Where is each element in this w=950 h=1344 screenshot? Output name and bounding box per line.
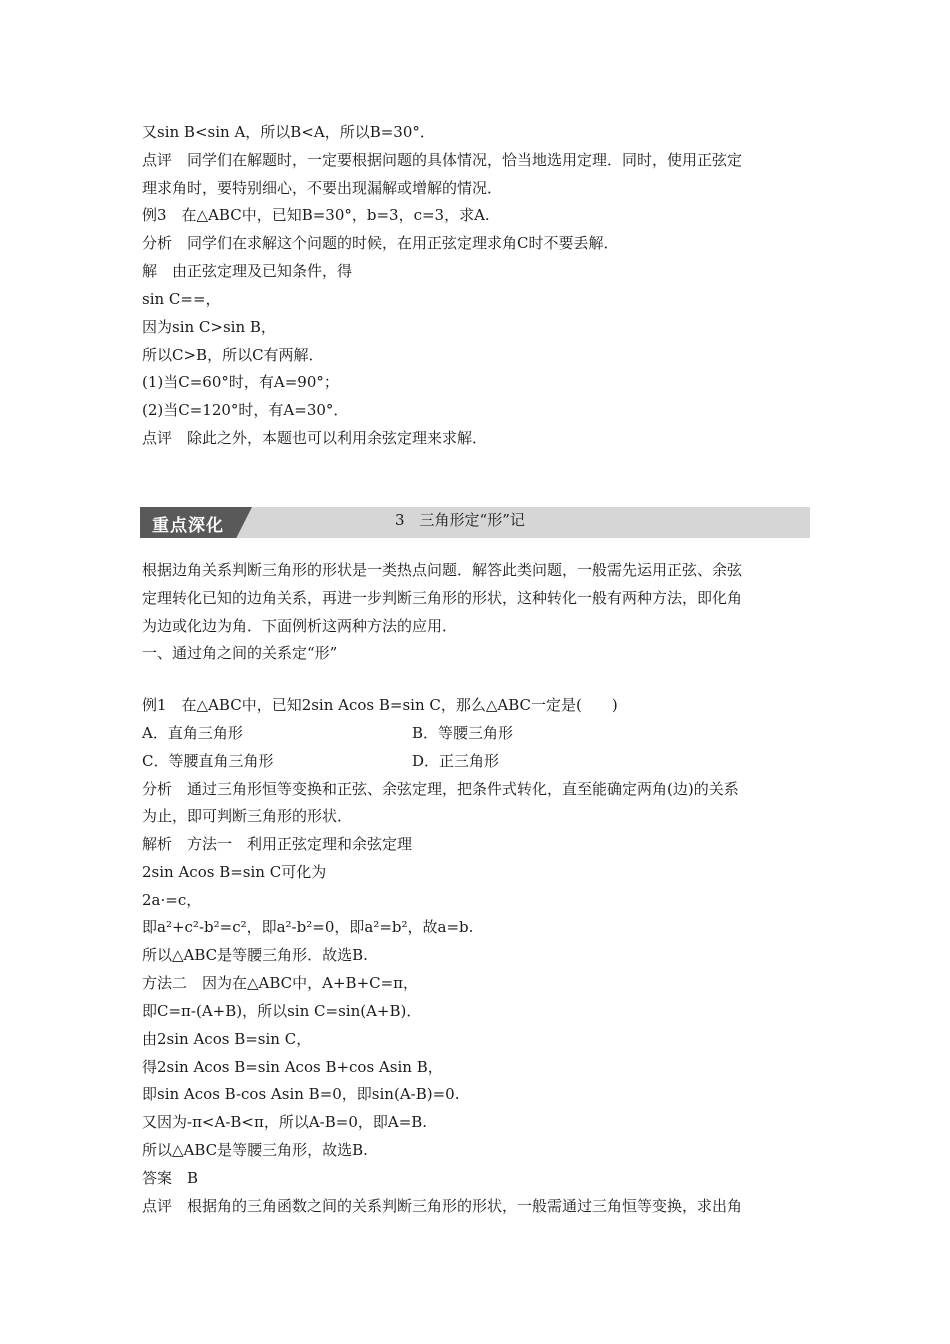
section-title: 3 三角形定“形”记 <box>395 511 525 529</box>
text-line: 为止，即可判断三角形的形状． <box>142 807 353 825</box>
options-row <box>142 723 812 743</box>
text-line: 由2sin Acos B=sin C， <box>142 1030 312 1048</box>
text-line: 即a²+c²-b²=c²，即a²-b²=0，即a²=b²，故a=b. <box>142 918 474 936</box>
answer-line: 答案 B <box>142 1169 199 1187</box>
text-line: 所以C>B，所以C有两解． <box>142 346 324 364</box>
text-line: 方法二 因为在△ABC中，A+B+C=π， <box>142 974 419 992</box>
text-line: 解析 方法一 利用正弦定理和余弦定理 <box>142 835 413 853</box>
text-line: sin C==， <box>142 290 221 308</box>
text-line: 点评 除此之外，本题也可以利用余弦定理来求解． <box>142 429 488 447</box>
text-line: 2sin Acos B=sin C可化为 <box>142 863 327 881</box>
text-line: 因为sin C>sin B， <box>142 318 276 336</box>
text-line: (2)当C=120°时，有A=30°． <box>142 401 349 419</box>
option-b: B．等腰三角形 <box>412 724 514 742</box>
text-line: 点评 根据角的三角函数之间的关系判断三角形的形状，一般需通过三角恒等变换，求出角 <box>142 1197 743 1215</box>
text-line: 分析 通过三角形恒等变换和正弦、余弦定理，把条件式转化，直至能确定两角(边)的关系 <box>142 780 739 798</box>
text-line: 所以△ABC是等腰三角形．故选B. <box>142 946 368 964</box>
text-line: (1)当C=60°时，有A=90°； <box>142 373 339 391</box>
options-row <box>142 751 812 771</box>
section-label: 重点深化 <box>152 516 224 536</box>
option-d: D．正三角形 <box>412 752 500 770</box>
text-line: 例3 在△ABC中，已知B=30°，b=3，c=3，求A. <box>142 206 490 224</box>
subheading: 一、通过角之间的关系定“形” <box>142 644 338 662</box>
text-line: 2a·=c， <box>142 891 202 909</box>
text-line: 理求角时，要特别细心，不要出现漏解或增解的情况． <box>142 179 503 197</box>
text-line: 又sin B<sin A，所以B<A，所以B=30°． <box>142 123 435 141</box>
example-question: 例1 在△ABC中，已知2sin Acos B=sin C，那么△ABC一定是( ) <box>142 696 618 714</box>
text-line: 点评 同学们在解题时，一定要根据问题的具体情况，恰当地选用定理．同时，使用正弦定 <box>142 151 743 169</box>
text-line: 定理转化已知的边角关系，再进一步判断三角形的形状，这种转化一般有两种方法，即化角 <box>142 589 743 607</box>
text-line: 分析 同学们在求解这个问题的时候，在用正弦定理求角C时不要丢解． <box>142 234 619 252</box>
text-line: 即sin Acos B-cos Asin B=0，即sin(A-B)=0. <box>142 1085 460 1103</box>
option-a: A．直角三角形 <box>142 724 243 742</box>
text-line: 得2sin Acos B=sin Acos B+cos Asin B， <box>142 1058 443 1076</box>
text-line: 根据边角关系判断三角形的形状是一类热点问题．解答此类问题，一般需先运用正弦、余弦 <box>142 561 743 579</box>
option-c: C．等腰直角三角形 <box>142 752 274 770</box>
text-line: 为边或化边为角．下面例析这两种方法的应用． <box>142 617 458 635</box>
text-line: 即C=π-(A+B)，所以sin C=sin(A+B)． <box>142 1002 422 1020</box>
text-line: 解 由正弦定理及已知条件，得 <box>142 262 353 280</box>
text-line: 所以△ABC是等腰三角形，故选B. <box>142 1141 368 1159</box>
section-banner <box>140 507 810 538</box>
text-line: 又因为-π<A-B<π，所以A-B=0，即A=B. <box>142 1113 428 1131</box>
